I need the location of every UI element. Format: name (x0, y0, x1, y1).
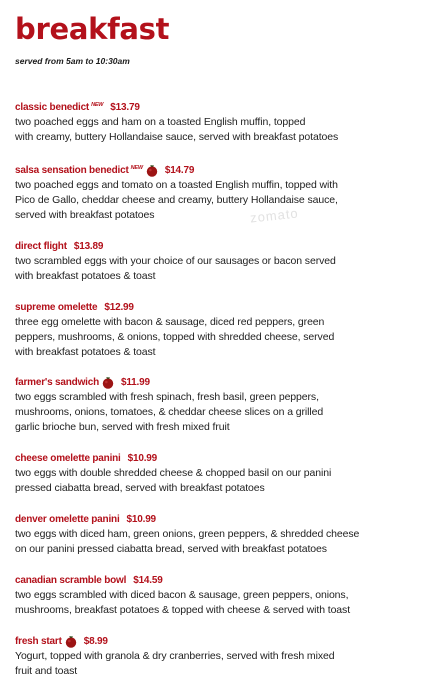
description-line: garlic brioche bun, served with fresh mixed fruit (15, 421, 230, 433)
menu-item-price: $14.59 (133, 575, 163, 586)
menu-item-description (15, 527, 435, 557)
description-line: on our panini pressed ciabatta bread, served with breakfast potatoes (15, 543, 327, 555)
menu-item (15, 635, 435, 679)
menu-item-price: $11.99 (121, 377, 150, 388)
watermark: zomato (249, 205, 300, 226)
description-line: with breakfast potatoes & toast (15, 270, 156, 282)
description-line: with breakfast potatoes & toast (15, 346, 156, 358)
menu-item (15, 301, 435, 360)
menu-item-price: $12.99 (104, 302, 134, 313)
description-line: peppers, mushrooms, & onions, topped with shredded cheese, served (15, 331, 335, 343)
menu-item-name: cheese omelette panini (15, 453, 121, 464)
menu-item-description (15, 254, 435, 284)
menu-item-description (15, 588, 435, 618)
menu-item (15, 240, 435, 284)
served-hours: served from 5am to 10:30am (15, 56, 130, 66)
menu-item (15, 513, 435, 557)
description-line: mushrooms, breakfast potatoes & topped with cheese & served with toast (15, 604, 351, 616)
description-line: two eggs scrambled with fresh spinach, fresh basil, green peppers, (15, 391, 319, 403)
menu-item-header (15, 101, 435, 114)
tomato-icon (102, 377, 114, 389)
description-line: two eggs with double shredded cheese & chopped basil on our panini (15, 467, 332, 479)
menu-item (15, 574, 435, 618)
menu-item-name: supreme omelette (15, 302, 98, 313)
description-line: fruit and toast (15, 665, 78, 677)
menu-item-name: farmer's sandwich (15, 377, 100, 388)
menu-item-price: $10.99 (127, 453, 158, 464)
menu-item-description (15, 315, 435, 360)
description-line: two scrambled eggs with your choice of our sausages or bacon served (15, 255, 336, 267)
menu-item-name: classic benedict (15, 102, 90, 113)
menu-title: breakfast (15, 12, 170, 46)
description-line: two eggs with diced ham, green onions, green peppers, & shredded cheese (15, 528, 360, 540)
menu-item-price: $14.79 (164, 165, 195, 176)
description-line: served with breakfast potatoes (15, 209, 155, 221)
new-badge: NEW (91, 101, 104, 108)
menu-item-description (15, 649, 435, 679)
description-line: Pico de Gallo, cheddar cheese and creamy, buttery Hollandaise sauce, (15, 194, 338, 206)
menu-item (15, 376, 435, 435)
menu-item-name: canadian scramble bowl (15, 575, 127, 586)
description-line: with creamy, buttery Hollandaise sauce, served with breakfast potatoes (15, 131, 339, 143)
description-line: three egg omelette with bacon & sausage, diced red peppers, green (15, 316, 325, 328)
description-line: two poached eggs and tomato on a toasted English muffin, topped with (15, 179, 338, 191)
description-line: mushrooms, onions, tomatoes, & cheddar cheese slices on a grilled (15, 406, 324, 418)
menu-item-price: $13.79 (110, 102, 140, 113)
menu-item-description (15, 178, 435, 226)
menu-item-header (15, 376, 435, 389)
menu-item (15, 101, 435, 145)
menu-item-header (15, 240, 435, 253)
menu-item-description (15, 115, 435, 145)
menu-item-header (15, 635, 435, 648)
menu-item-description (15, 466, 435, 496)
description-line: two poached eggs and ham on a toasted English muffin, topped (15, 116, 306, 128)
menu-item-header (15, 301, 435, 314)
menu-item-price: $8.99 (83, 636, 108, 647)
menu-item-header (15, 513, 435, 526)
menu-item-name: direct flight (15, 241, 67, 252)
menu-item-name: salsa sensation benedict (15, 165, 129, 176)
menu-item-price: $10.99 (126, 514, 156, 525)
menu-item (15, 452, 435, 496)
menu-item-description (15, 390, 435, 435)
menu-item-header (15, 574, 435, 587)
menu-item-price: $13.89 (73, 241, 104, 252)
menu-item-header (15, 452, 435, 465)
tomato-icon (65, 636, 77, 648)
menu-item-name: denver omelette panini (15, 514, 120, 525)
description-line: pressed ciabatta bread, served with breakfast potatoes (15, 482, 265, 494)
tomato-icon (146, 165, 158, 177)
new-badge: NEW (130, 164, 143, 171)
description-line: Yogurt, topped with granola & dry cranberries, served with fresh mixed (15, 650, 335, 662)
menu-item-name: fresh start (15, 636, 62, 647)
menu-item (15, 164, 435, 226)
description-line: two eggs scrambled with diced bacon & sausage, green peppers, onions, (15, 589, 349, 601)
menu-item-header (15, 164, 435, 177)
